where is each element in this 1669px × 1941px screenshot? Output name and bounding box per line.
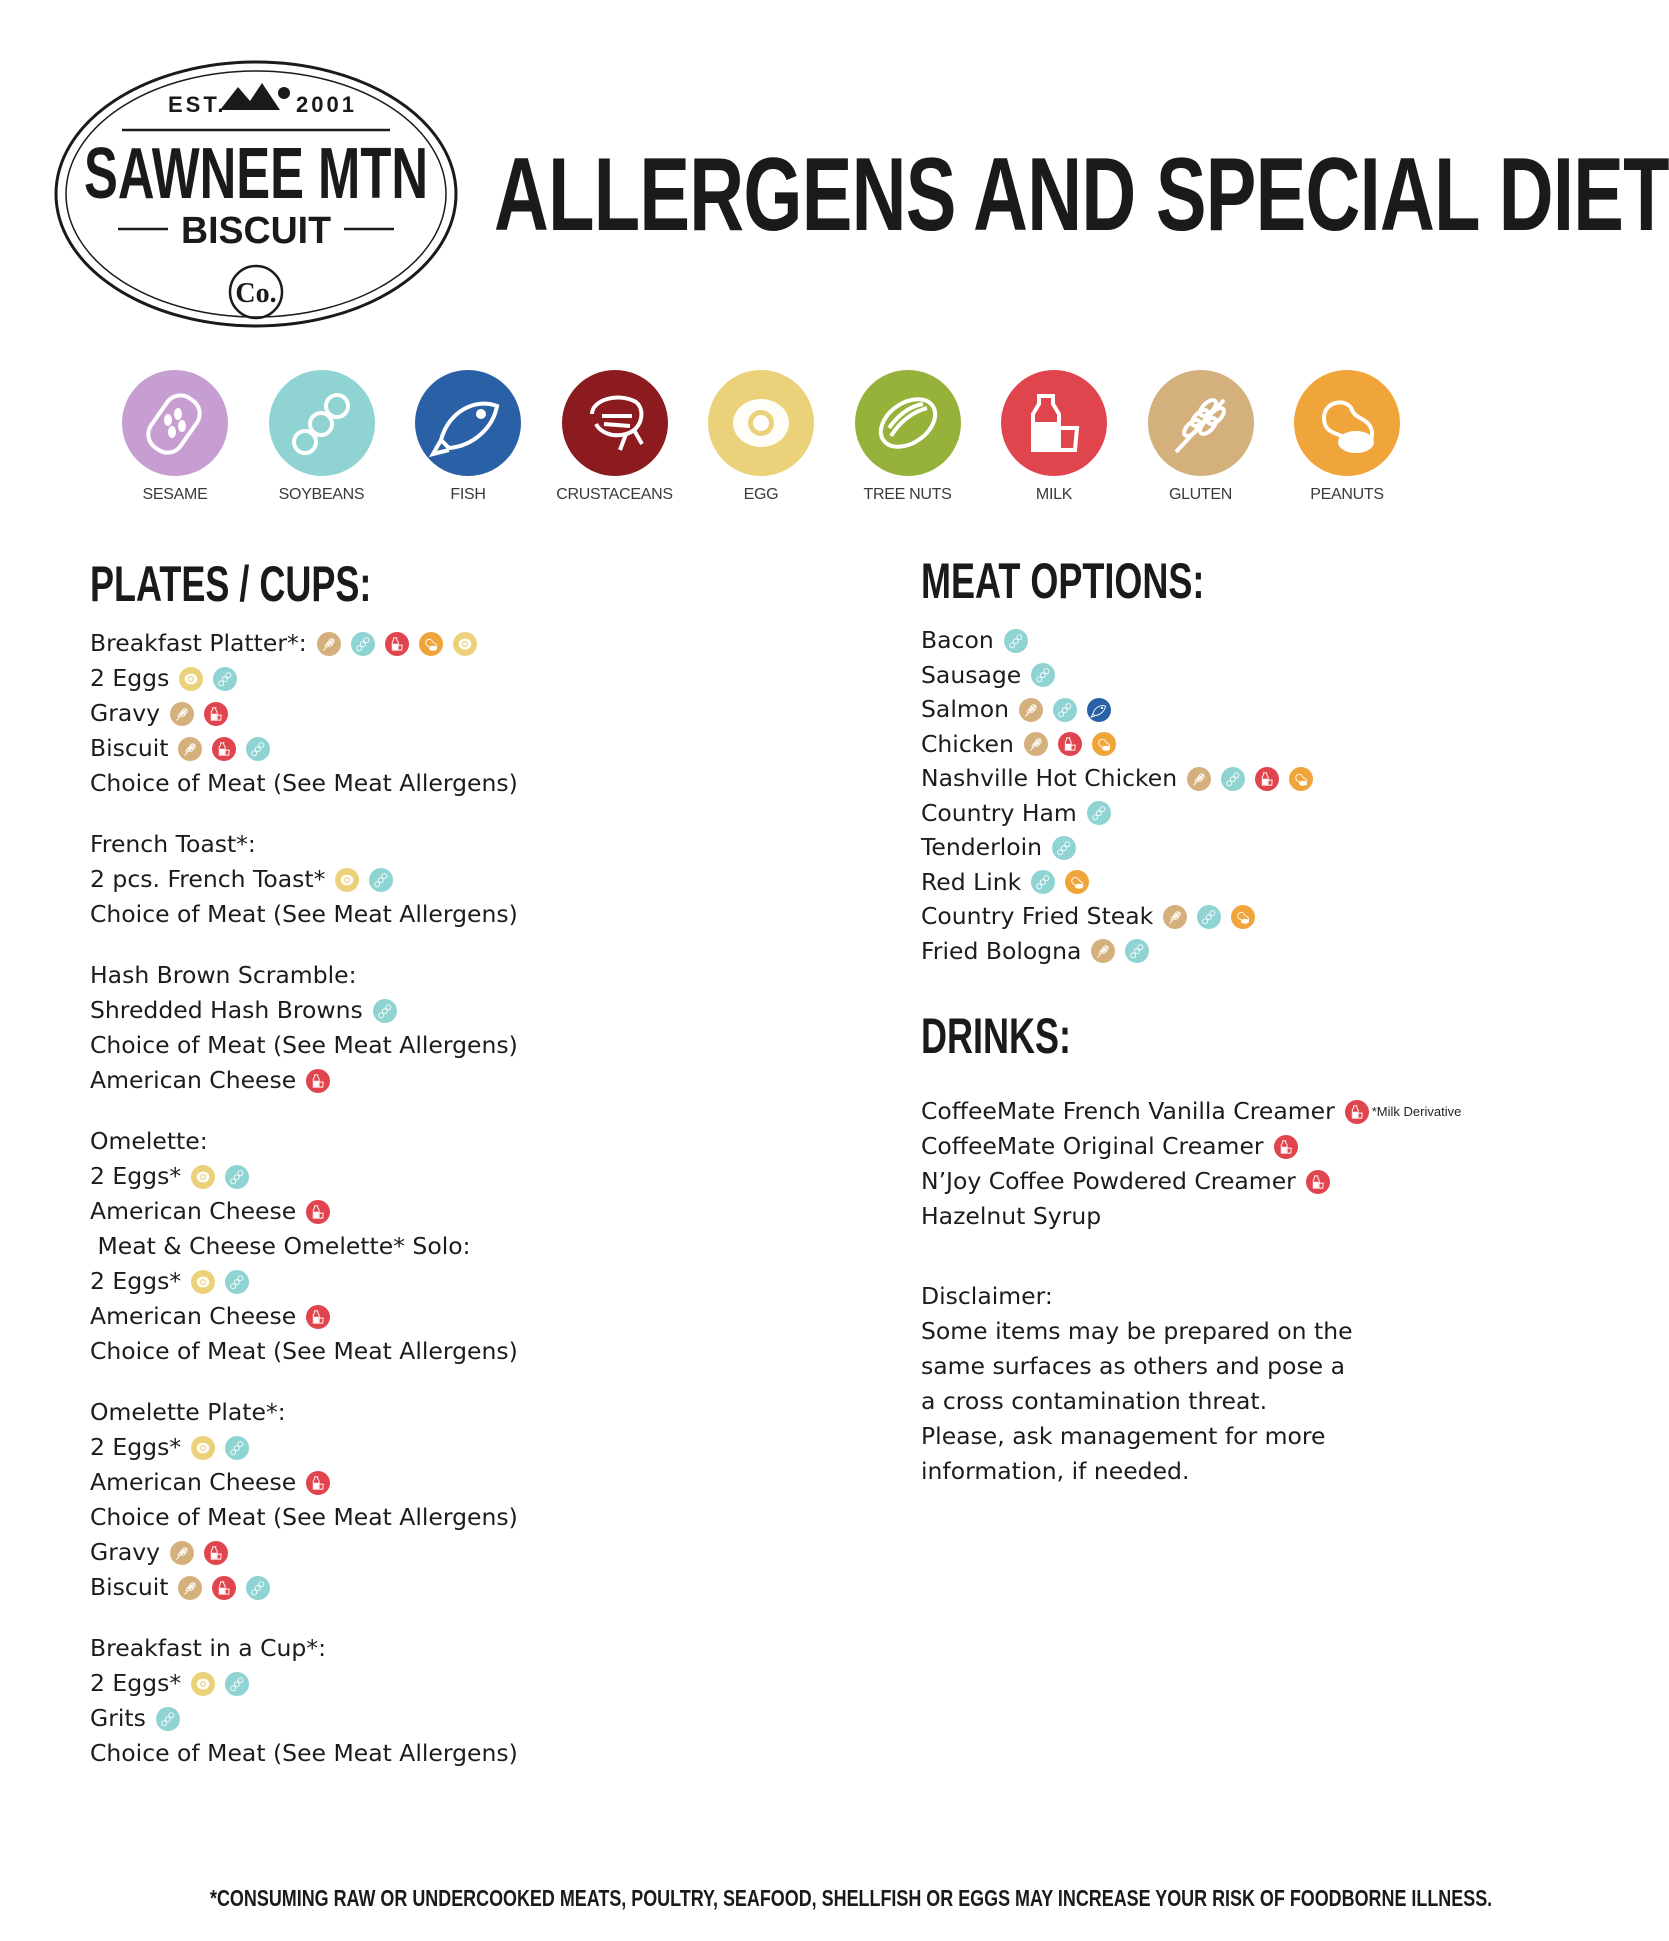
wheat-icon bbox=[317, 632, 341, 656]
legend-label: CRUSTACEANS bbox=[556, 486, 673, 503]
item-label: Choice of Meat (See Meat Allergens) bbox=[90, 769, 518, 797]
item-label: 2 Eggs* bbox=[90, 1433, 182, 1461]
peanut-icon bbox=[1065, 870, 1089, 894]
list-item bbox=[90, 1194, 330, 1229]
list-item bbox=[90, 1299, 330, 1334]
soybeans-icon bbox=[269, 370, 375, 476]
item-label: Breakfast in a Cup*: bbox=[90, 1634, 326, 1662]
wheat-icon bbox=[1024, 732, 1048, 756]
list-item bbox=[90, 993, 397, 1028]
page-title: ALLERGENS AND SPECIAL DIET bbox=[494, 137, 1669, 253]
list-item bbox=[90, 1535, 228, 1570]
soybeans-icon bbox=[246, 737, 270, 761]
peanut-icon bbox=[1092, 732, 1116, 756]
legend-item-peanuts bbox=[1272, 370, 1422, 504]
logo-biscuit: BISCUIT bbox=[181, 210, 331, 252]
egg-icon bbox=[191, 1270, 215, 1294]
tree-nut-icon bbox=[855, 370, 961, 476]
list-item bbox=[90, 827, 256, 862]
list-item bbox=[90, 766, 518, 801]
item-label: Country Fried Steak bbox=[921, 902, 1154, 930]
egg-icon bbox=[708, 370, 814, 476]
list-item bbox=[921, 1094, 1461, 1129]
item-label: Gravy bbox=[90, 699, 161, 727]
milk-icon bbox=[1058, 732, 1082, 756]
soybeans-icon bbox=[1004, 629, 1028, 653]
item-label: Omelette: bbox=[90, 1127, 208, 1155]
item-label: Tenderloin bbox=[921, 833, 1043, 861]
list-item bbox=[921, 796, 1111, 831]
milk-icon bbox=[1001, 370, 1107, 476]
milk-icon bbox=[306, 1200, 330, 1224]
soybeans-icon bbox=[1031, 663, 1055, 687]
item-label: CoffeeMate Original Creamer bbox=[921, 1132, 1264, 1160]
list-item bbox=[921, 1164, 1330, 1199]
milk-icon bbox=[306, 1069, 330, 1093]
list-item bbox=[921, 658, 1055, 693]
list-item bbox=[921, 727, 1116, 762]
item-label: Choice of Meat (See Meat Allergens) bbox=[90, 1503, 518, 1531]
disclaimer-title: Disclaimer: bbox=[921, 1282, 1053, 1310]
list-item bbox=[90, 661, 237, 696]
brand-logo bbox=[52, 55, 460, 333]
item-label: CoffeeMate French Vanilla Creamer bbox=[921, 1097, 1335, 1125]
wheat-icon bbox=[1019, 698, 1043, 722]
meat-heading: MEAT OPTIONS: bbox=[921, 553, 1205, 609]
wheat-icon bbox=[1187, 767, 1211, 791]
soybeans-icon bbox=[225, 1436, 249, 1460]
list-item bbox=[90, 1229, 471, 1264]
item-label: Grits bbox=[90, 1704, 146, 1732]
item-label: Meat & Cheese Omelette* Solo: bbox=[90, 1232, 471, 1260]
item-label: 2 Eggs* bbox=[90, 1162, 182, 1190]
item-label: French Toast*: bbox=[90, 830, 256, 858]
item-label: Red Link bbox=[921, 867, 1022, 896]
wheat-icon bbox=[1163, 905, 1187, 929]
legend-item-milk bbox=[979, 370, 1129, 504]
milk-icon bbox=[212, 1576, 236, 1600]
list-item bbox=[921, 761, 1313, 796]
disclaimer-line: Some items may be prepared on the bbox=[921, 1317, 1353, 1345]
item-label: Country Ham bbox=[921, 798, 1077, 827]
soybeans-icon bbox=[1221, 767, 1245, 791]
legend-item-fish bbox=[393, 370, 543, 504]
list-item bbox=[90, 1395, 286, 1430]
soybeans-icon bbox=[351, 632, 375, 656]
logo-co: Co. bbox=[235, 278, 277, 309]
logo-est: EST. bbox=[168, 92, 227, 117]
peanut-icon bbox=[1231, 905, 1255, 929]
foodborne-warning: *CONSUMING RAW OR UNDERCOOKED MEATS, POULTRY, SEAFOOD, SHELLFISH OR EGGS MAY INCREASE YOUR RISK OF FOODBORNE ILLNESS. bbox=[210, 1885, 1493, 1911]
milk-icon bbox=[306, 1471, 330, 1495]
item-label: Biscuit bbox=[90, 734, 169, 762]
item-label: N’Joy Coffee Powdered Creamer bbox=[921, 1167, 1296, 1195]
allergen-legend bbox=[100, 370, 1400, 510]
wheat-icon bbox=[1148, 370, 1254, 476]
legend-label: SOYBEANS bbox=[278, 486, 365, 503]
disclaimer-line: same surfaces as others and pose a bbox=[921, 1352, 1346, 1380]
item-label: Fried Bologna bbox=[921, 936, 1082, 965]
list-item bbox=[90, 1063, 330, 1098]
peanut-icon bbox=[1289, 767, 1313, 791]
legend-label: PEANUTS bbox=[1310, 486, 1384, 503]
item-label: Chicken bbox=[921, 729, 1014, 758]
item-label: American Cheese bbox=[90, 1468, 297, 1496]
item-label: 2 pcs. French Toast* bbox=[90, 865, 326, 893]
item-label: American Cheese bbox=[90, 1066, 297, 1094]
milk-icon bbox=[1255, 767, 1279, 791]
wheat-icon bbox=[178, 737, 202, 761]
wheat-icon bbox=[1091, 939, 1115, 963]
list-item bbox=[90, 1701, 180, 1736]
soybeans-icon bbox=[156, 1707, 180, 1731]
milk-icon bbox=[1274, 1135, 1298, 1159]
item-label: 2 Eggs bbox=[90, 664, 170, 692]
milk-icon bbox=[212, 737, 236, 761]
list-item bbox=[921, 830, 1076, 865]
list-item bbox=[921, 692, 1111, 727]
wheat-icon bbox=[170, 1541, 194, 1565]
milk-icon bbox=[1306, 1170, 1330, 1194]
list-item bbox=[90, 1570, 270, 1605]
peanut-icon bbox=[419, 632, 443, 656]
wheat-icon bbox=[178, 1576, 202, 1600]
list-item bbox=[921, 934, 1149, 969]
soybeans-icon bbox=[1197, 905, 1221, 929]
soybeans-icon bbox=[1087, 801, 1111, 825]
list-item bbox=[90, 696, 228, 731]
legend-item-soybeans bbox=[247, 370, 397, 504]
item-label: Shredded Hash Browns bbox=[90, 996, 363, 1024]
milk-icon bbox=[204, 702, 228, 726]
mountain-icon bbox=[220, 83, 290, 110]
logo-name: SAWNEE MTN bbox=[84, 134, 428, 214]
egg-icon bbox=[179, 667, 203, 691]
list-item bbox=[90, 731, 270, 766]
item-label: Omelette Plate*: bbox=[90, 1398, 286, 1426]
list-item bbox=[90, 1666, 249, 1701]
legend-item-gluten bbox=[1126, 370, 1276, 504]
disclaimer-line: information, if needed. bbox=[921, 1457, 1190, 1485]
legend-label: MILK bbox=[1035, 486, 1073, 503]
item-label: Choice of Meat (See Meat Allergens) bbox=[90, 900, 518, 928]
item-label: Breakfast Platter*: bbox=[90, 629, 307, 657]
item-label: Sausage bbox=[921, 660, 1022, 689]
list-item bbox=[90, 1430, 249, 1465]
item-label: Nashville Hot Chicken bbox=[921, 764, 1178, 792]
list-item bbox=[90, 1736, 518, 1771]
list-item bbox=[90, 1124, 208, 1159]
item-label: Hazelnut Syrup bbox=[921, 1202, 1102, 1230]
soybeans-icon bbox=[373, 999, 397, 1023]
peanut-icon bbox=[1294, 370, 1400, 476]
legend-item-egg bbox=[686, 370, 836, 504]
list-item bbox=[90, 1465, 330, 1500]
item-label: Biscuit bbox=[90, 1573, 169, 1601]
list-item bbox=[90, 897, 518, 932]
list-item bbox=[90, 626, 477, 661]
legend-label: FISH bbox=[450, 486, 486, 503]
sesame-icon bbox=[122, 370, 228, 476]
milk-icon bbox=[306, 1305, 330, 1329]
soybeans-icon bbox=[1053, 698, 1077, 722]
egg-icon bbox=[191, 1436, 215, 1460]
soybeans-icon bbox=[369, 868, 393, 892]
item-label: American Cheese bbox=[90, 1197, 297, 1225]
list-item bbox=[921, 899, 1255, 934]
disclaimer-line: Please, ask management for more bbox=[921, 1422, 1326, 1450]
soybeans-icon bbox=[1031, 870, 1055, 894]
item-note: *Milk Derivative bbox=[1371, 1104, 1462, 1119]
list-item bbox=[90, 1028, 518, 1063]
fish-icon bbox=[415, 370, 521, 476]
legend-label: TREE NUTS bbox=[863, 486, 952, 503]
list-item bbox=[90, 1159, 249, 1194]
legend-item-tree-nuts bbox=[833, 370, 983, 504]
soybeans-icon bbox=[1052, 836, 1076, 860]
list-item bbox=[90, 1500, 518, 1535]
list-item bbox=[921, 1199, 1101, 1234]
egg-icon bbox=[191, 1672, 215, 1696]
legend-item-crustaceans bbox=[540, 370, 690, 504]
soybeans-icon bbox=[1125, 939, 1149, 963]
egg-icon bbox=[453, 632, 477, 656]
item-label: Choice of Meat (See Meat Allergens) bbox=[90, 1739, 518, 1767]
item-label: Salmon bbox=[921, 695, 1010, 723]
milk-icon bbox=[385, 632, 409, 656]
list-item bbox=[90, 1264, 249, 1299]
milk-icon bbox=[204, 1541, 228, 1565]
item-label: 2 Eggs* bbox=[90, 1669, 182, 1697]
egg-icon bbox=[335, 868, 359, 892]
egg-icon bbox=[191, 1165, 215, 1189]
list-item bbox=[90, 1334, 518, 1369]
list-item bbox=[90, 958, 357, 993]
list-item bbox=[921, 623, 1028, 658]
item-label: Choice of Meat (See Meat Allergens) bbox=[90, 1031, 518, 1059]
shrimp-icon bbox=[562, 370, 668, 476]
drinks-heading: DRINKS: bbox=[921, 1008, 1071, 1064]
item-label: Choice of Meat (See Meat Allergens) bbox=[90, 1337, 518, 1365]
soybeans-icon bbox=[225, 1672, 249, 1696]
list-item bbox=[90, 1631, 326, 1666]
list-item bbox=[921, 1129, 1298, 1164]
item-label: Bacon bbox=[921, 626, 994, 654]
soybeans-icon bbox=[225, 1270, 249, 1294]
legend-label: EGG bbox=[743, 486, 779, 503]
soybeans-icon bbox=[225, 1165, 249, 1189]
milk-icon bbox=[1345, 1100, 1369, 1124]
legend-label: GLUTEN bbox=[1168, 486, 1233, 503]
soybeans-icon bbox=[213, 667, 237, 691]
plates-heading: PLATES / CUPS: bbox=[90, 556, 372, 612]
item-label: Hash Brown Scramble: bbox=[90, 961, 357, 989]
item-label: 2 Eggs* bbox=[90, 1267, 182, 1295]
disclaimer-line: a cross contamination threat. bbox=[921, 1387, 1268, 1415]
soybeans-icon bbox=[246, 1576, 270, 1600]
fish-icon bbox=[1087, 698, 1111, 722]
legend-label: SESAME bbox=[142, 486, 208, 503]
list-item bbox=[90, 862, 393, 897]
legend-item-sesame bbox=[100, 370, 250, 504]
item-label: American Cheese bbox=[90, 1302, 297, 1330]
logo-year: 2001 bbox=[296, 92, 357, 117]
item-label: Gravy bbox=[90, 1538, 161, 1566]
wheat-icon bbox=[170, 702, 194, 726]
list-item bbox=[921, 865, 1089, 900]
